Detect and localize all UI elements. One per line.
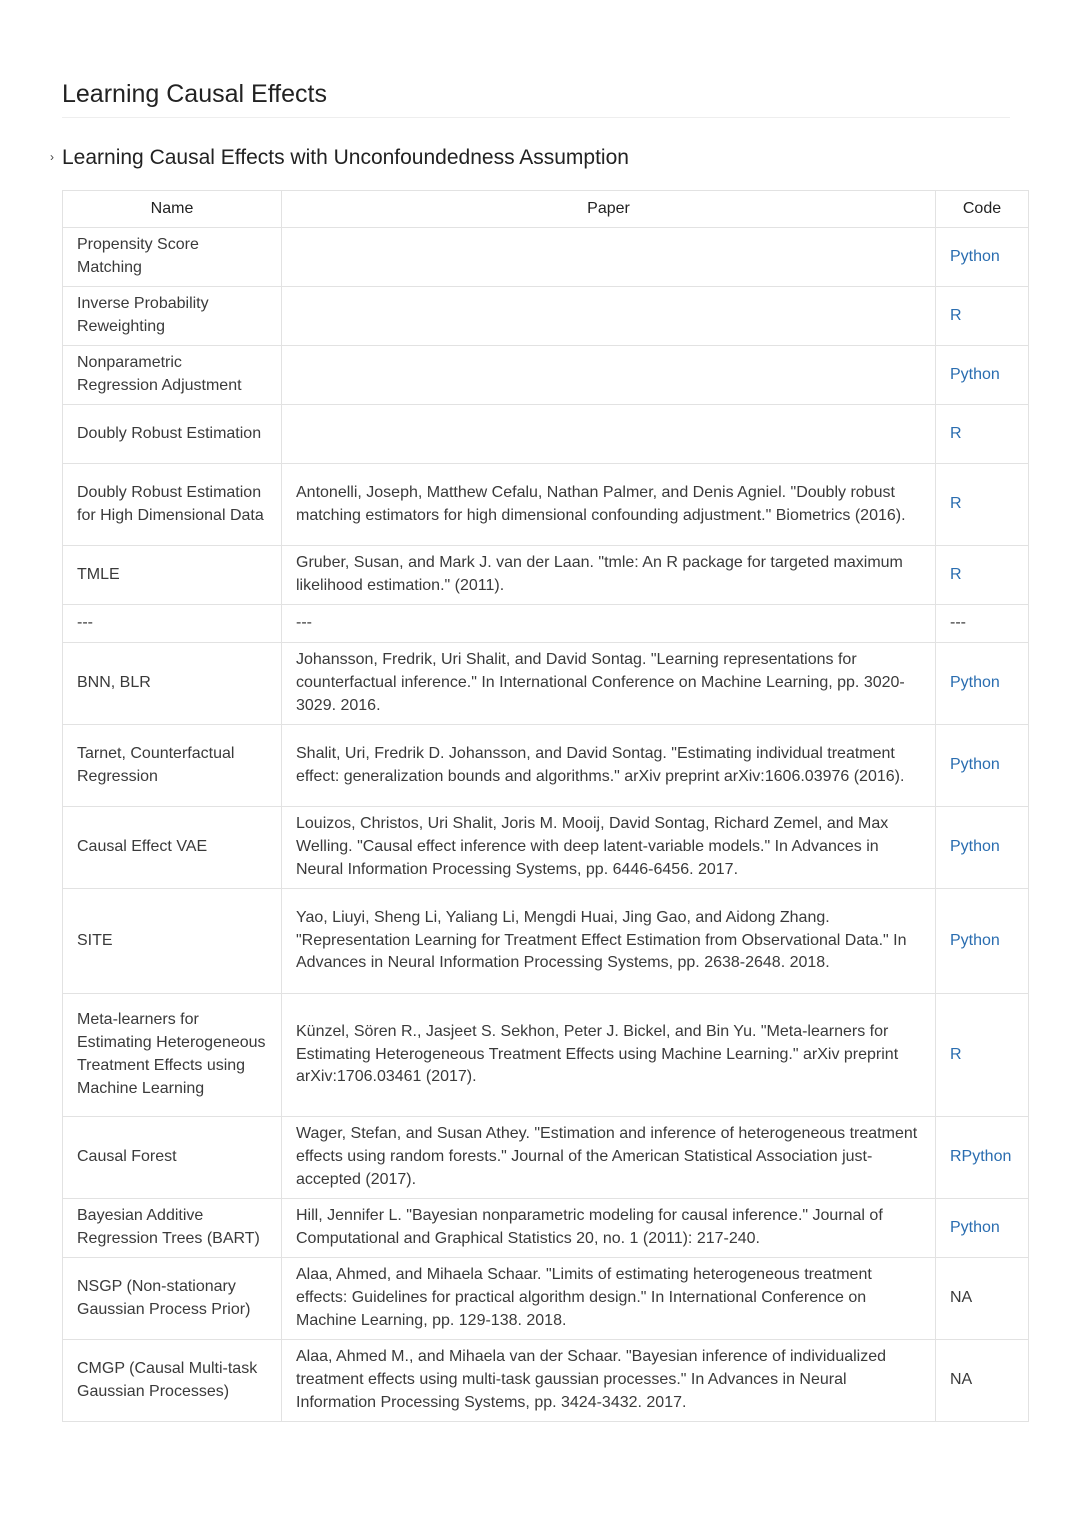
- code-link[interactable]: Python: [950, 365, 1000, 383]
- paper-citation-cell: ---: [282, 605, 936, 643]
- method-name-cell: SITE: [63, 889, 282, 994]
- section-anchor-icon[interactable]: ›: [50, 150, 54, 164]
- code-cell: [936, 994, 1029, 1117]
- table-row: [63, 464, 1029, 546]
- code-cell: [936, 287, 1029, 346]
- code-cell: [936, 643, 1029, 725]
- table-row: [63, 807, 1029, 889]
- code-cell: [936, 1199, 1029, 1258]
- page-title: Learning Causal Effects: [62, 80, 327, 108]
- table-row: [63, 1340, 1029, 1422]
- method-name-cell: Propensity Score Matching: [63, 228, 282, 287]
- method-name-cell: Doubly Robust Estimation for High Dimensional Data: [63, 464, 282, 546]
- code-link[interactable]: RPython: [950, 1148, 1012, 1166]
- method-name-cell: Meta-learners for Estimating Heterogeneous Treatment Effects using Machine Learning: [63, 994, 282, 1117]
- paper-citation-cell: [282, 346, 936, 405]
- code-link[interactable]: R: [950, 495, 962, 513]
- code-cell: [936, 1340, 1029, 1422]
- method-name-cell: Causal Effect VAE: [63, 807, 282, 889]
- paper-citation-cell: Johansson, Fredrik, Uri Shalit, and David Sontag. "Learning representations for counterfactual inference." In International Conference on Machine Learning, pp. 3020-3029. 2016.: [282, 643, 936, 725]
- table-row: [63, 546, 1029, 605]
- code-cell: [936, 228, 1029, 287]
- column-header-name: Name: [63, 191, 282, 228]
- paper-citation-cell: Alaa, Ahmed, and Mihaela Schaar. "Limits of estimating heterogeneous treatment effects: Guidelines for practical algorithm design." In International Conference on Machine Learning, pp. 129-138. 2018.: [282, 1258, 936, 1340]
- code-link[interactable]: R: [950, 424, 962, 442]
- code-link[interactable]: R: [950, 565, 962, 583]
- code-cell: [936, 605, 1029, 643]
- table-row: [63, 889, 1029, 994]
- paper-citation-cell: Alaa, Ahmed M., and Mihaela van der Schaar. "Bayesian inference of individualized treatment effects using multi-task gaussian processes." In Advances in Neural Information Processing Systems, pp. 3424-3432. 2017.: [282, 1340, 936, 1422]
- paper-citation-cell: [282, 287, 936, 346]
- method-name-cell: Bayesian Additive Regression Trees (BART): [63, 1199, 282, 1258]
- table-row: [63, 994, 1029, 1117]
- paper-citation-cell: Künzel, Sören R., Jasjeet S. Sekhon, Peter J. Bickel, and Bin Yu. "Meta-learners for Estimating Heterogeneous Treatment Effects using Machine Learning." arXiv preprint arXiv:1706.03461 (2017).: [282, 994, 936, 1117]
- code-text: NA: [950, 1371, 973, 1389]
- paper-citation-cell: Antonelli, Joseph, Matthew Cefalu, Nathan Palmer, and Denis Agniel. "Doubly robust matching estimators for high dimensional confounding adjustment." Biometrics (2016).: [282, 464, 936, 546]
- paper-citation-cell: Wager, Stefan, and Susan Athey. "Estimation and inference of heterogeneous treatment effects using random forests." Journal of the American Statistical Association just-accepted (2017).: [282, 1117, 936, 1199]
- code-cell: [936, 546, 1029, 605]
- method-name-cell: Doubly Robust Estimation: [63, 405, 282, 464]
- table-row: [63, 605, 1029, 643]
- paper-citation-cell: Shalit, Uri, Fredrik D. Johansson, and David Sontag. "Estimating individual treatment effect: generalization bounds and algorithms." arXiv preprint arXiv:1606.03976 (2016).: [282, 725, 936, 807]
- method-name-cell: BNN, BLR: [63, 643, 282, 725]
- method-name-cell: CMGP (Causal Multi-task Gaussian Processes): [63, 1340, 282, 1422]
- method-name-cell: ---: [63, 605, 282, 643]
- table-row: [63, 1258, 1029, 1340]
- code-link[interactable]: Python: [950, 931, 1000, 949]
- column-header-code: Code: [936, 191, 1029, 228]
- methods-table: [62, 190, 1029, 1422]
- code-cell: [936, 889, 1029, 994]
- method-name-cell: NSGP (Non-stationary Gaussian Process Prior): [63, 1258, 282, 1340]
- method-name-cell: Causal Forest: [63, 1117, 282, 1199]
- code-link[interactable]: R: [950, 306, 962, 324]
- code-cell: [936, 1117, 1029, 1199]
- code-cell: [936, 405, 1029, 464]
- code-cell: [936, 464, 1029, 546]
- method-name-cell: Nonparametric Regression Adjustment: [63, 346, 282, 405]
- table-row: [63, 405, 1029, 464]
- code-link[interactable]: Python: [950, 838, 1000, 856]
- table-row: [63, 725, 1029, 807]
- code-link[interactable]: Python: [950, 674, 1000, 692]
- section-title: Learning Causal Effects with Unconfoundedness Assumption: [62, 146, 629, 169]
- code-text: ---: [950, 614, 966, 632]
- paper-citation-cell: [282, 405, 936, 464]
- table-row: [63, 1199, 1029, 1258]
- paper-citation-cell: Yao, Liuyi, Sheng Li, Yaliang Li, Mengdi Huai, Jing Gao, and Aidong Zhang. "Representation Learning for Treatment Effect Estimation from Observational Data." In Advances in Neural Information Processing Systems, pp. 2638-2648. 2018.: [282, 889, 936, 994]
- code-link[interactable]: Python: [950, 1218, 1000, 1236]
- code-cell: [936, 1258, 1029, 1340]
- code-cell: [936, 346, 1029, 405]
- code-link[interactable]: R: [950, 1045, 962, 1063]
- column-header-paper: Paper: [282, 191, 936, 228]
- code-link[interactable]: Python: [950, 756, 1000, 774]
- table-header-row: [63, 191, 1029, 228]
- code-cell: [936, 807, 1029, 889]
- method-name-cell: TMLE: [63, 546, 282, 605]
- table-body: [63, 228, 1029, 1422]
- code-cell: [936, 725, 1029, 807]
- paper-citation-cell: Hill, Jennifer L. "Bayesian nonparametric modeling for causal inference." Journal of Computational and Graphical Statistics 20, no. 1 (2011): 217-240.: [282, 1199, 936, 1258]
- code-link[interactable]: Python: [950, 247, 1000, 265]
- paper-citation-cell: [282, 228, 936, 287]
- heading-divider: [62, 117, 1010, 118]
- paper-citation-cell: Louizos, Christos, Uri Shalit, Joris M. Mooij, David Sontag, Richard Zemel, and Max Welling. "Causal effect inference with deep latent-variable models." In Advances in Neural Information Processing Systems, pp. 6446-6456. 2017.: [282, 807, 936, 889]
- table-row: [63, 346, 1029, 405]
- paper-citation-cell: Gruber, Susan, and Mark J. van der Laan. "tmle: An R package for targeted maximum likelihood estimation." (2011).: [282, 546, 936, 605]
- table-row: [63, 287, 1029, 346]
- table-row: [63, 1117, 1029, 1199]
- method-name-cell: Tarnet, Counterfactual Regression: [63, 725, 282, 807]
- table-row: [63, 643, 1029, 725]
- method-name-cell: Inverse Probability Reweighting: [63, 287, 282, 346]
- table-row: [63, 228, 1029, 287]
- code-text: NA: [950, 1289, 973, 1307]
